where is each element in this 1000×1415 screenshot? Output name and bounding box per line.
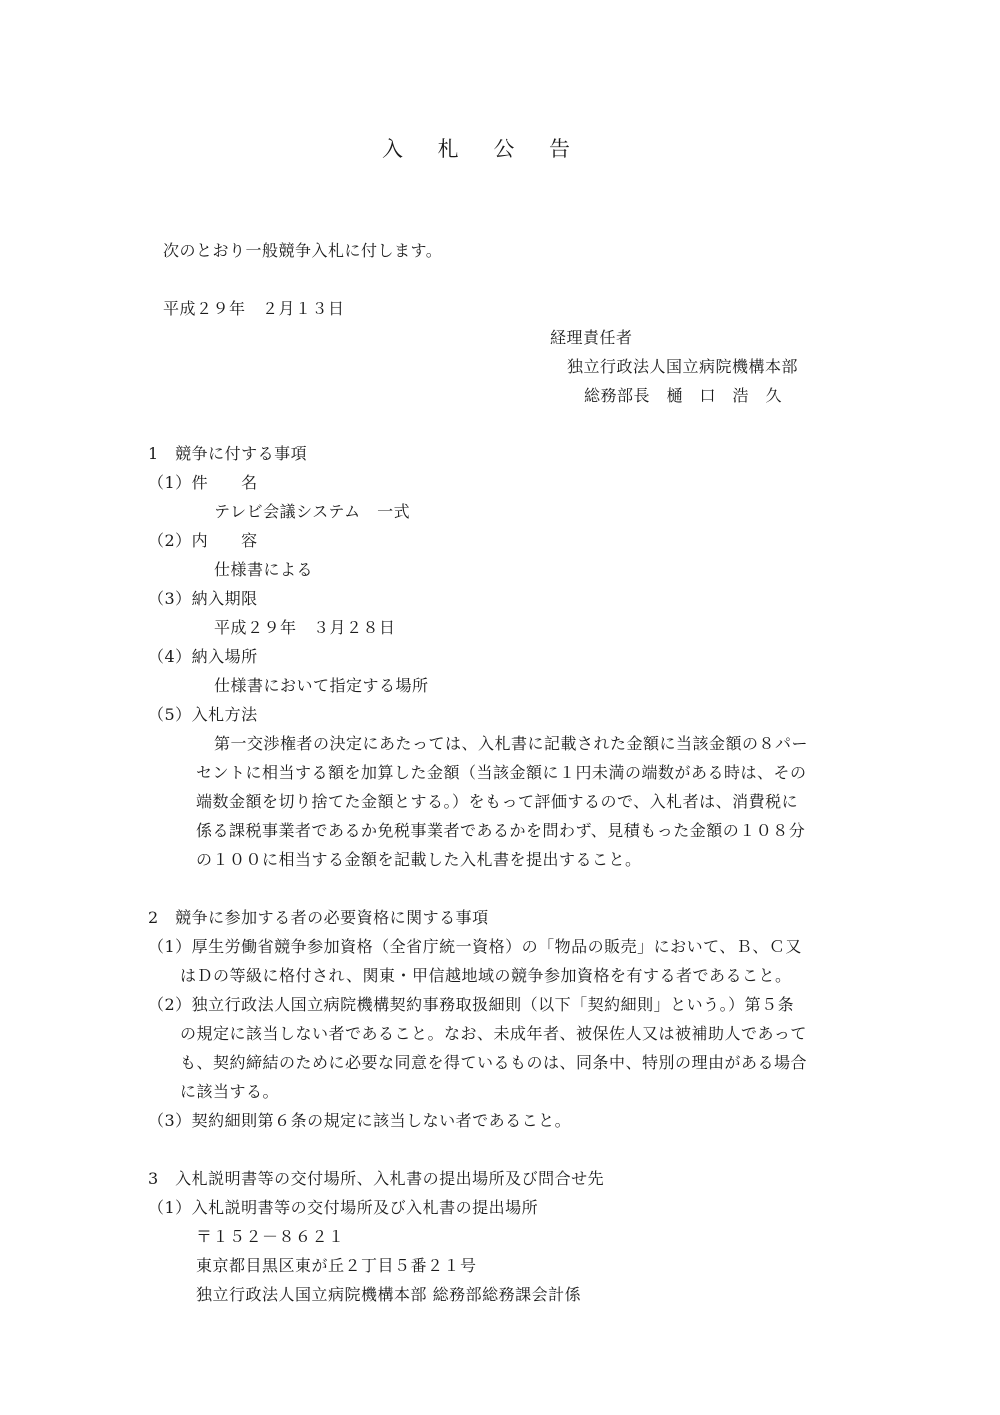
- section1-item1-value: テレビ会議システム 一式: [214, 502, 411, 521]
- address: 東京都目黒区東が丘２丁目５番２１号: [196, 1256, 477, 1275]
- section1-item5-line: 第一交渉権者の決定にあたっては、入札書に記載された金額に当該金額の８パー: [214, 734, 809, 753]
- section1-item1-label: （1）件 名: [148, 473, 258, 492]
- issuer-person: 総務部長 樋 口 浩 久: [584, 386, 783, 405]
- notice-title: 入 札 公 告: [382, 137, 585, 161]
- issuer-organization: 独立行政法人国立病院機構本部: [567, 357, 799, 376]
- section2-item1-line: はＤの等級に格付され、関東・甲信越地域の競争参加資格を有する者であること。: [180, 966, 792, 985]
- office-name: 独立行政法人国立病院機構本部 総務部総務課会計係: [196, 1285, 582, 1304]
- notice-date: 平成２９年 ２月１３日: [163, 299, 345, 318]
- section2-item2-line: に該当する。: [180, 1082, 280, 1101]
- section1-item5-line: 端数金額を切り捨てた金額とする。）をもって評価するので、入札者は、消費税に: [196, 792, 799, 811]
- section3-item1-label: （1）入札説明書等の交付場所及び入札書の提出場所: [148, 1198, 539, 1217]
- section1-item3-value: 平成２９年 ３月２８日: [214, 618, 396, 637]
- section1-item2-label: （2）内 容: [148, 531, 258, 550]
- section2-heading: 2 競争に参加する者の必要資格に関する事項: [148, 908, 489, 927]
- section1-item5-line: セントに相当する額を加算した金額（当該金額に１円未満の端数がある時は、その: [196, 763, 807, 782]
- section3-heading: 3 入札説明書等の交付場所、入札書の提出場所及び問合せ先: [148, 1169, 605, 1188]
- section1-heading: 1 競争に付する事項: [148, 444, 308, 463]
- section1-item5-line: 係る課税事業者であるか免税事業者であるかを問わず、見積もった金額の１０８分: [196, 821, 806, 840]
- section2-item2-line: も、契約締結のために必要な同意を得ているものは、同条中、特別の理由がある場合: [180, 1053, 808, 1072]
- postal-code: 〒１５２－８６２１: [196, 1227, 345, 1246]
- section1-item4-label: （4）納入場所: [148, 647, 258, 666]
- section2-item2-line: の規定に該当しない者であること。なお、未成年者、被保佐人又は被補助人であって: [180, 1024, 807, 1043]
- section1-item3-label: （3）納入期限: [148, 589, 258, 608]
- section2-item3: （3）契約細則第６条の規定に該当しない者であること。: [148, 1111, 572, 1130]
- intro-text: 次のとおり一般競争入札に付します。: [163, 241, 443, 260]
- section2-item1-line: （1）厚生労働省競争参加資格（全省庁統一資格）の「物品の販売」において、Ｂ、Ｃ又: [148, 937, 802, 956]
- issuer-role: 経理責任者: [550, 328, 633, 347]
- section1-item5-line: の１００に相当する金額を記載した入札書を提出すること。: [196, 850, 642, 869]
- section2-item2-line: （2）独立行政法人国立病院機構契約事務取扱細則（以下「契約細則」という。）第５条: [148, 995, 795, 1014]
- section1-item5-label: （5）入札方法: [148, 705, 258, 724]
- section1-item4-value: 仕様書において指定する場所: [214, 676, 429, 695]
- section1-item2-value: 仕様書による: [214, 560, 314, 579]
